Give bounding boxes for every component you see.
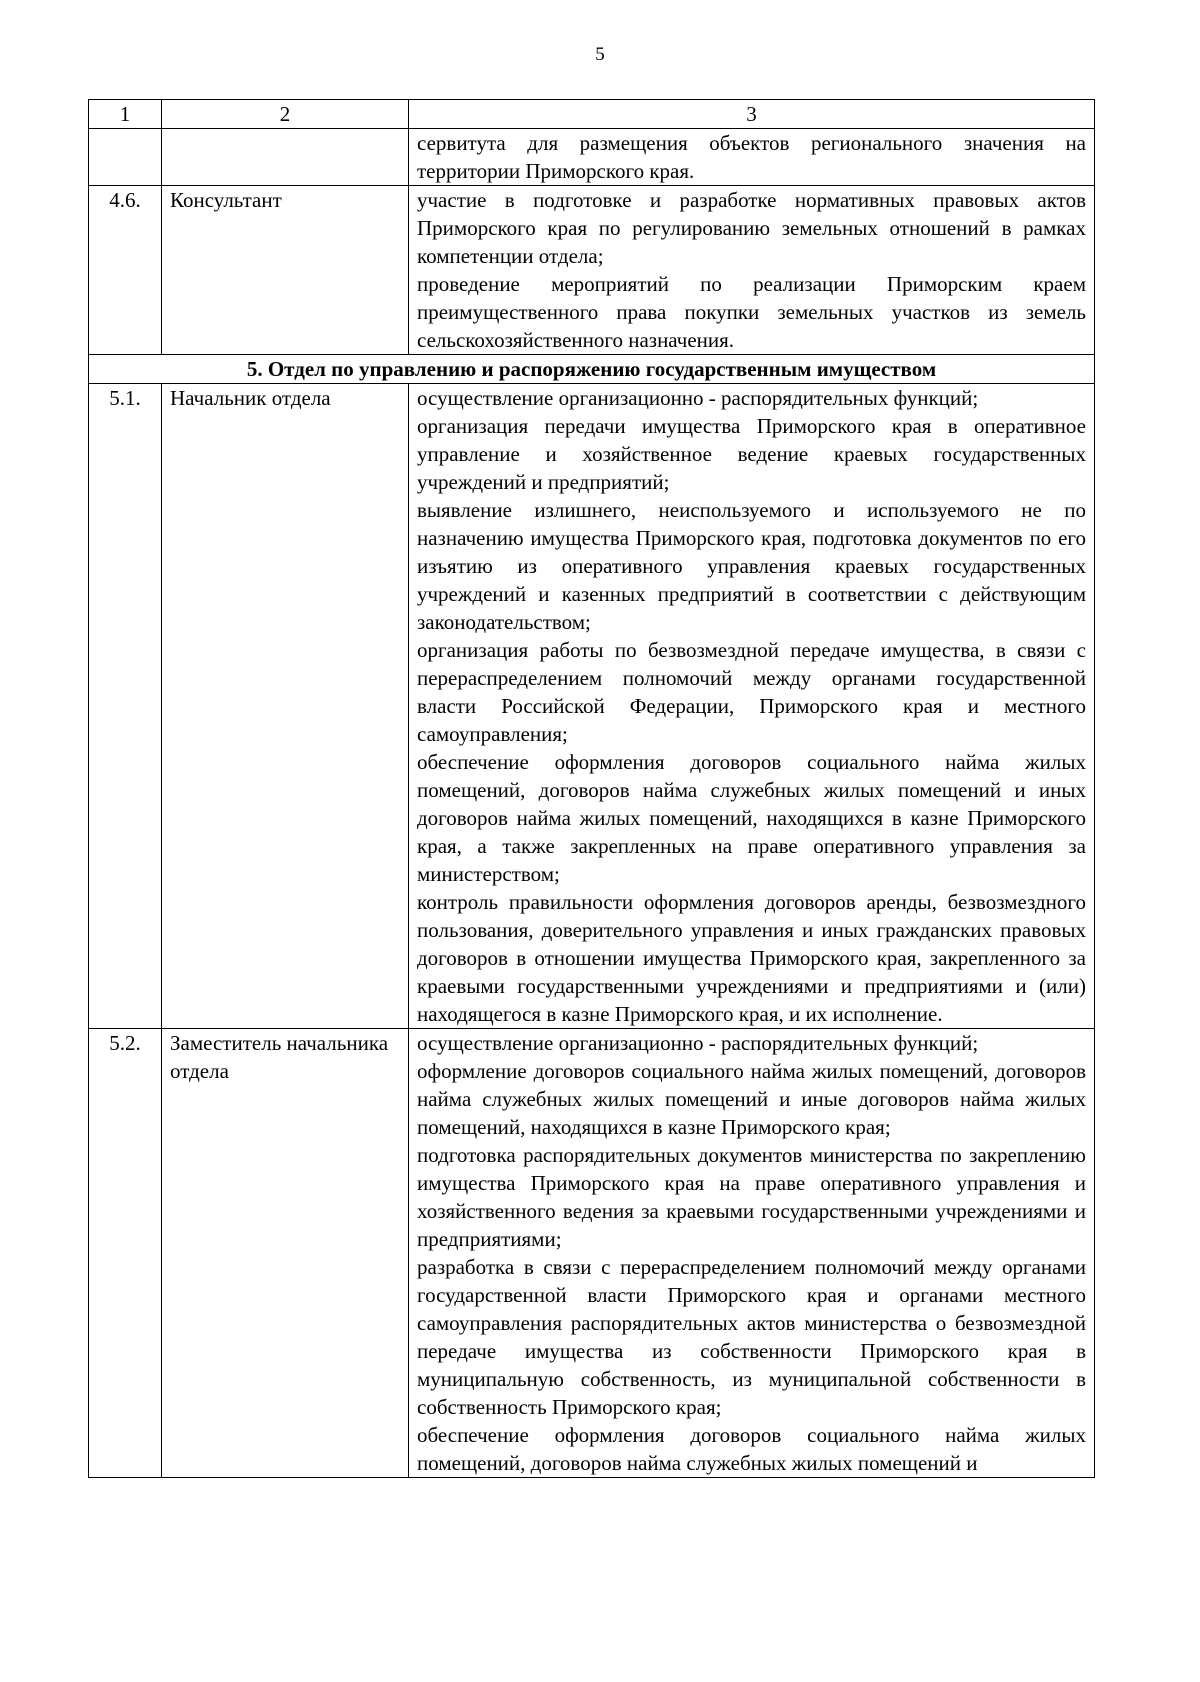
table-row xyxy=(89,1029,1095,1478)
row-duties xyxy=(409,1029,1095,1478)
duty-text: осуществление организационно - распорядительных функций; xyxy=(417,386,979,410)
duty-text: организация работы по безвозмездной передаче имущества, в связи с перераспределением полномочий между органами государственной власти Российской Федерации, Приморского края и местного самоуправления; xyxy=(417,638,1086,746)
duty-text: участие в подготовке и разработке нормативных правовых актов Приморского края по регулированию земельных отношений в рамках компетенции отдела; xyxy=(417,188,1086,268)
row-position: Заместитель начальника отдела xyxy=(162,1029,409,1478)
row-number: 5.1. xyxy=(89,384,162,1029)
row-position: Консультант xyxy=(162,186,409,355)
table-row xyxy=(89,384,1095,1029)
duty-text: подготовка распорядительных документов министерства по закреплению имущества Приморского края на праве оперативного управления и хозяйственного ведения за краевыми государственными учреждениями и предприятиями; xyxy=(417,1143,1086,1251)
row-duties xyxy=(409,384,1095,1029)
duty-text: организация передачи имущества Приморского края в оперативное управление и хозяйственное ведение краевых государственных учреждений и предприятий; xyxy=(417,414,1086,494)
section-title: 5. Отдел по управлению и распоряжению государственным имуществом xyxy=(89,355,1095,384)
row-number: 4.6. xyxy=(89,186,162,355)
duty-text: выявление излишнего, неиспользуемого и используемого не по назначению имущества Приморского края, подготовка документов по его изъятию из оперативного управления краевых государственных учреждений и казенных предприятий в соответствии с действующим законодательством; xyxy=(417,498,1086,634)
header-col-1: 1 xyxy=(89,100,162,129)
duty-text: обеспечение оформления договоров социального найма жилых помещений, договоров найма служебных жилых помещений и иных договоров найма жилых помещений, находящихся в казне Приморского края, а также закрепленных на праве оперативного управления за министерством; xyxy=(417,750,1086,886)
duty-text: проведение мероприятий по реализации Приморским краем преимущественного права покупки земельных участков из земель сельскохозяйственного назначения. xyxy=(417,272,1086,352)
duty-text: обеспечение оформления договоров социального найма жилых помещений, договоров найма служебных жилых помещений и xyxy=(417,1423,1086,1475)
row-position xyxy=(162,129,409,186)
duties-table xyxy=(88,99,1095,1478)
duty-text: контроль правильности оформления договоров аренды, безвозмездного пользования, доверительного управления и иных гражданских правовых договоров в отношении имущества Приморского края, закрепленного за краевыми государственными учреждениями и предприятиями и (или) находящегося в казне Приморского края, и их исполнение. xyxy=(417,890,1086,1026)
duty-text: сервитута для размещения объектов регионального значения на территории Приморского края. xyxy=(417,131,1086,183)
row-number xyxy=(89,129,162,186)
row-position: Начальник отдела xyxy=(162,384,409,1029)
duty-text: осуществление организационно - распорядительных функций; xyxy=(417,1031,979,1055)
duty-text: оформление договоров социального найма жилых помещений, договоров найма служебных жилых помещений и иные договоров найма жилых помещений, находящихся в казне Приморского края; xyxy=(417,1059,1086,1139)
table-row xyxy=(89,186,1095,355)
section-header-row xyxy=(89,355,1095,384)
row-duties xyxy=(409,186,1095,355)
row-number: 5.2. xyxy=(89,1029,162,1478)
page-number: 5 xyxy=(595,44,605,65)
row-duties xyxy=(409,129,1095,186)
header-col-3: 3 xyxy=(409,100,1095,129)
table-header-row xyxy=(89,100,1095,129)
table-row xyxy=(89,129,1095,186)
header-col-2: 2 xyxy=(162,100,409,129)
duty-text: разработка в связи с перераспределением полномочий между органами государственной власти Приморского края и органами местного самоуправления распорядительных актов министерства о безвозмездной передаче имущества из собственности Приморского края в муниципальную собственность, из муниципальной собственности в собственность Приморского края; xyxy=(417,1255,1086,1419)
